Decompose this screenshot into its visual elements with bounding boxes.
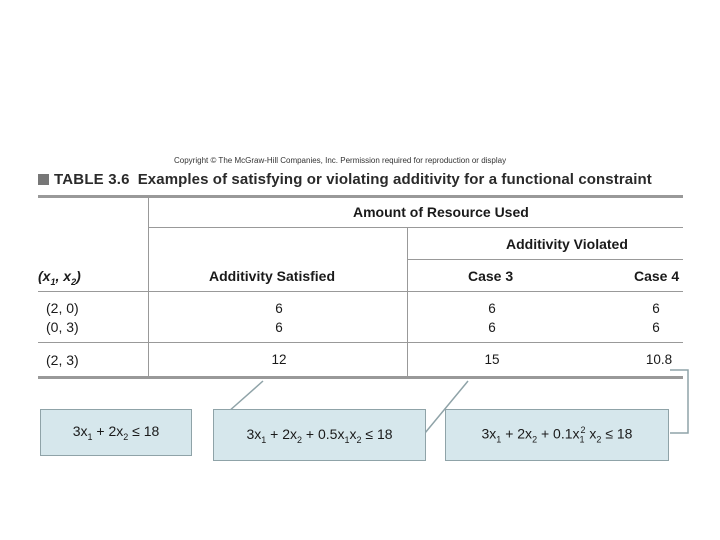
violated-header: Additivity Violated <box>506 236 628 252</box>
table-row-point: (0, 3) <box>46 319 79 335</box>
satisfied-header: Additivity Satisfied <box>209 268 336 284</box>
case3-header: Case 3 <box>468 268 514 284</box>
table-label: TABLE 3.6 <box>54 171 130 188</box>
table-cell-case3: 6 <box>488 320 496 335</box>
equation-box-case4 <box>445 409 669 461</box>
table-row-point: (2, 0) <box>46 300 79 316</box>
table-title: Examples of satisfying or violating additivity for a functional constraint <box>137 171 652 188</box>
points-header: ($x_1$, $x_2$) <box>38 268 81 287</box>
equation-case4: $3x_1 + 2x_2 + 0.1x_1^2$ $x_2 \le 18$ <box>481 425 633 445</box>
table-row-point: (2, 3) <box>46 352 79 368</box>
amount-header: Amount of Resource Used <box>353 204 529 220</box>
connector-eq3 <box>670 370 688 433</box>
table-cell-case4: 10.8 <box>645 352 673 367</box>
equation-box-satisfied <box>40 409 192 456</box>
table-cell-case3: 6 <box>488 301 496 316</box>
case4-header: Case 4 <box>634 268 680 284</box>
equation-satisfied: $3x_1 + 2x_2 \le 18$ <box>72 423 160 442</box>
table-cell-satisfied: 6 <box>275 301 283 316</box>
table-cell-case3: 15 <box>484 352 500 367</box>
copyright-notice: Copyright © The McGraw-Hill Companies, Inc. Permission required for reproduction or display <box>174 156 507 165</box>
table-cell-case4: 6 <box>652 301 660 316</box>
table-cell-satisfied: 6 <box>275 320 283 335</box>
equation-box-case3 <box>213 409 426 461</box>
equation-case3: $3x_1 + 2x_2 + 0.5x_1x_2 \le 18$ <box>246 425 393 445</box>
table-cell-case4: 6 <box>652 320 660 335</box>
connector-eq2 <box>228 381 263 412</box>
table-cell-satisfied: 12 <box>271 352 287 367</box>
